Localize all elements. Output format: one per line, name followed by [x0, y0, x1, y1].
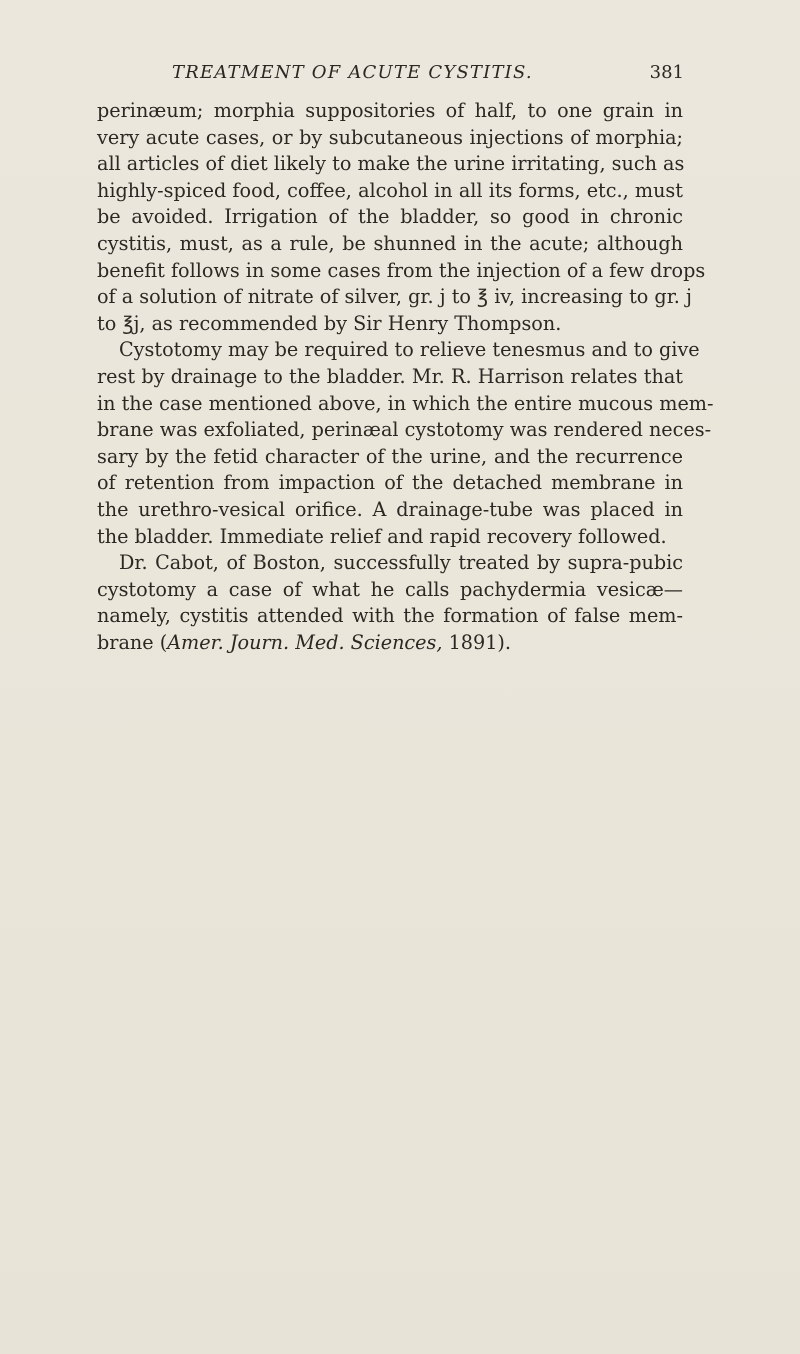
running-title: TREATMENT OF ACUTE CYSTITIS. — [172, 62, 533, 83]
running-head — [96, 62, 684, 88]
text-line: Dr. Cabot, of Boston, successfully treated by supra-pubic — [119, 551, 683, 575]
text-line: Cystotomy may be required to relieve tenesmus and to give — [119, 338, 700, 362]
text-line: of retention from impaction of the detached membrane in — [97, 471, 683, 495]
text-line: the urethro-vesical orifice. A drainage-tube was placed in — [97, 497, 683, 521]
text-line: in the case mentioned above, in which the entire mucous mem- — [97, 391, 714, 415]
paragraph-cabot — [97, 550, 683, 656]
text-line: to ℥j, as recommended by Sir Henry Thompson. — [97, 311, 562, 335]
text-line: the bladder. Immediate relief and rapid recovery followed. — [97, 524, 667, 548]
citation-year: 1891). — [442, 630, 511, 654]
text-line: all articles of diet likely to make the urine irritating, such as — [97, 152, 685, 176]
text-line: rest by drainage to the bladder. Mr. R. Harrison relates that — [97, 364, 683, 388]
text-line: be avoided. Irrigation of the bladder, so good in chronic — [97, 205, 683, 229]
journal-citation: Amer. Journ. Med. Sciences, — [167, 630, 443, 654]
text-line: sary by the fetid character of the urine, and the recurrence — [97, 444, 683, 468]
citation-lead: brane ( — [97, 630, 168, 654]
text-line: brane was exfoliated, perinæal cystotomy was rendered neces- — [97, 418, 712, 442]
text-line: highly-spiced food, coffee, alcohol in all its forms, etc., must — [97, 178, 683, 202]
body-text — [97, 98, 714, 656]
paragraph-cystotomy — [97, 337, 714, 550]
text-line: perinæum; morphia suppositories of half, to one grain in — [97, 99, 683, 122]
text-line: benefit follows in some cases from the injection of a few drops — [97, 258, 706, 282]
page-number: 381 — [649, 62, 684, 83]
text-line: cystitis, must, as a rule, be shunned in the acute; although — [97, 231, 683, 255]
text-line: very acute cases, or by subcutaneous injections of morphia; — [97, 125, 683, 149]
text-line: cystotomy a case of what he calls pachydermia vesicæ— — [97, 577, 683, 601]
paragraph-medication — [97, 98, 706, 337]
text-line: namely, cystitis attended with the formation of false mem- — [97, 604, 683, 628]
text-line: of a solution of nitrate of silver, gr. j to ℥ iv, increasing to gr. j — [97, 285, 692, 309]
text-line-citation — [97, 630, 683, 657]
